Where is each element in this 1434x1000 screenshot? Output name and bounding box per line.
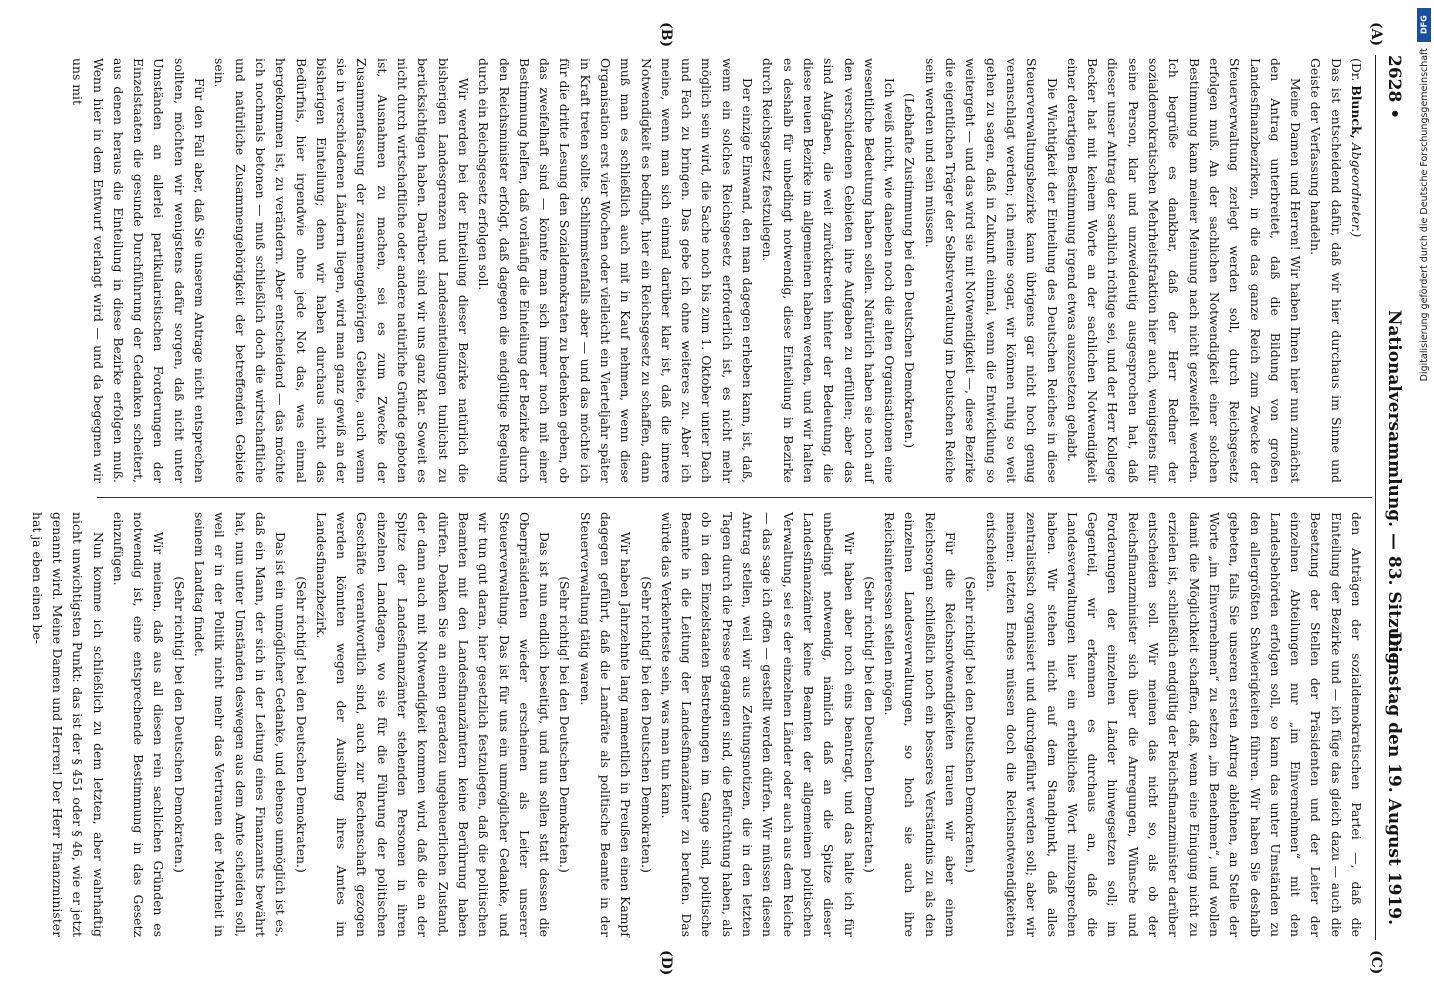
paragraph: Für die Reichsnotwendigkeiten trauen wir aber einem Reichsorgan schließlich noch ein besseres Verständnis zu als den einzelnen Landesverwaltungen, so hoch sie auch ihre Reichsinteressen stellen mögen.	[882, 512, 959, 937]
speaker-line	[1346, 58, 1366, 483]
session-date: Dienstag den 19. August 1919.	[1384, 631, 1404, 925]
paragraph: Für den Fall aber, daß Sie unserem Antrage nicht entsprechen sollten, möchten wir wenigstens dafür sorgen, daß nicht unter Umständen an allerlei partikularistischen Forderungen der Einzelstaaten die gesunde Durchführung der Gedanken scheitert, aus denen heraus die Einteilung in diese Bezirke erfolgen muß. Wenn hier in dem Entwurf verlangt wird — und da begegnen wir uns mit	[70, 58, 208, 483]
dfg-logo: DFG	[1417, 8, 1431, 42]
running-header	[1376, 55, 1404, 925]
interjection: (Lebhafte Zustimmung bei den Deutschen Demokraten.)	[902, 92, 918, 449]
interjection: (Sehr richtig! bei den Deutschen Demokraten.)	[557, 576, 573, 873]
column-rule	[97, 497, 1372, 498]
paragraph: Das ist nun endlich beseitigt, und nun sollen statt dessen die Oberpräsidenten wieder erscheinen als Leiter unserer Steuerverwaltung. Das ist für uns ein unmöglicher Gedanke, und wir tun gut daran, hier gesetzlich festzulegen, daß die politischen Beamten mit den Landesfinanzämtern keine Berührung haben dürfen. Denken Sie an einen geradezu ungeheuerlichen Zustand, der dann auch mit Notwendigkeit kommen wird, daß die an der Spitze der Landesfinanzämter stehenden Personen in ihren einzelnen Landtagen, wo sie für die Führung der politischen Geschäfte verantwortlich sind, auch zur Rechenschaft gezogen werden könnten wegen der Ausübung ihres Amtes im Landesfinanzbezirk.	[313, 512, 553, 937]
paragraph: Das ist ein unmöglicher Gedanke, und ebenso unmöglich ist es, daß ein Mann, der sich in der Leitung eines Finanzamts bewährt hat, nun unter Umständen deswegen aus dem Amte scheiden soll, weil er in der Politik nicht mehr das Vertrauen der Mehrheit in seinem Landtag findet.	[192, 512, 289, 937]
paragraph: Der einzige Einwand, den man dagegen erheben kann, ist, daß, wenn ein solches Reichsgesetz erforderlich ist, es nicht mehr möglich sein wird, die Sache noch bis zum 1. Oktober unter Dach und Fach zu bringen. Das gebe ich ohne weiteres zu. Aber ich meine, wenn man sich einmal darüber klar ist, daß die innere Notwendigkeit es bedingt, hier ein Reichsgesetz zu schaffen, dann muß man es schließlich auch mit in Kauf nehmen, wenn diese Organisation erst vier Wochen oder vielleicht ein Vierteljahr später in Kraft treten sollte. Schlimmstenfalls aber — und das möchte ich für die dritte Lesung den Sozialdemokraten zu bedenken geben, ob das zweifelhaft sind — könnte man sich immer noch mit einer Bestimmung helfen, daß vorläufig die Einteilung der Bezirke durch den Reichsminister erfolgt, daß dagegen die endgültige Regelung durch ein Reichsgesetz erfolgen soll.	[476, 58, 756, 483]
page-number: 2628 •	[1384, 55, 1404, 120]
assembly-title: Nationalversammlung. — 83. Sitzung.	[1384, 309, 1404, 671]
paragraph: Wir haben aber noch eins beantragt, und das halte ich für unbedingt notwendig, nämlich daß an die Spitze dieser Landesfinanzämter keine Beamten der allgemeinen politischen Verwaltung, sei es der einzelnen Länder oder auch aus dem Reiche — das sage ich offen — gestellt werden dürfen. Wir müssen diesen Antrag stellen, weil wir aus Zeitungsnotizen, die in den letzten Tagen durch die Presse gegangen sind, die Befürchtung haben, als ob in den Einzelstaaten Bestrebungen im Gange sind, politische Beamte in die Leitung der Landesfinanzämter zu berufen. Das würde das Verkehrteste sein, was man tun kann.	[658, 512, 857, 937]
paragraph: Die Wichtigkeit der Einteilung des Deutschen Reiches in diese Steuerverwaltungsbezirke kann übrigens gar nicht hoch genug veranschlagt werden; ich meine sogar, wir können ruhig so weit gehen zu sagen, daß in Zukunft einmal, wenn die Entwicklung so weitergeht — und das wird sie mit Notwendigkeit —, diese Bezirke die eigentlichen Träger der Selbstverwaltung im Deutschen Reiche sein werden und sein müssen.	[922, 58, 1060, 483]
speaker-open: (Dr.	[1349, 58, 1364, 82]
paragraph: Wir werden bei der Einteilung dieser Bezirke natürlich die bisherigen Landesgrenzen und Landeseinteilungen tunlichst zu berücksichtigen haben. Darüber sind wir uns ganz klar. Soweit es nicht durch wirtschaftliche oder andere natürliche Gründe geboten ist, Ausnahmen zu machen, sei es zum Zwecke der Zusammenfassung der zusammengehörigen Gebiete, auch wenn sie in verschiedenen Ländern liegen, wird man ganz gewiß an der bisherigen Einteilung; denn wir haben durchaus nicht das Bedürfnis, hier irgendwie ohne jede Not das, was einmal hergekommen ist, zu verändern. Aber entscheidend — das möchte ich nochmals betonen — muß schließlich doch die wirtschaftliche und natürliche Zusammengehörigkeit der betreffenden Gebiete sein.	[212, 58, 471, 484]
margin-marker-c: (C)	[1368, 950, 1384, 975]
header-rule	[1375, 55, 1376, 940]
paragraph: den Anträgen der sozialdemokratischen Partei —, daß die Einteilung der Bezirke und — ich füge das gleich dazu — auch die Besetzung der Stellen der Präsidenten und der Leiter der einzelnen Abteilungen nur „im Einvernehmen“ mit den Landesbehörden erfolgen soll, so kann das unter Umständen zu den allergrößten Schwierigkeiten führen. Wir haben Sie deshalb gebeten, falls Sie unseren ersten Antrag ablehnen, an Stelle der Worte „im Einvernehmen“ zu setzen „im Benehmen“, und wollen damit die Möglichkeit schaffen, daß, wenn eine Einigung nicht zu erzielen ist, schließlich endgültig der Reichsfinanzminister darüber entscheiden soll. Wir meinen das nicht so, als ob der Reichsfinanzminister sich über die Anregungen, Wünsche und Forderungen der einzelnen Länder hinwegsetzen soll; im Gegenteil, wir erkennen es durchaus an, daß die Landesverwaltungen hier ein erhebliches Wort mitzusprechen haben. Wir stehen nicht auf dem Standpunkt, daß alles zentralistisch organisiert und durchgeführt werden soll; aber wir meinen: letzten Endes müssen doch die Reichsnotwendigkeiten entscheiden.	[983, 512, 1364, 937]
paragraph: Meine Damen und Herren! Wir haben Ihnen hier nun zunächst den Antrag unterbreitet, daß die Bildung von großen Landesfinanzbezirken, in die das ganze Reich zum Zwecke der Steuerverwaltung zerlegt werden soll, durch Reichsgesetz erfolgen muß. An der sachlichen Notwendigkeit einer solchen Bestimmung kann meiner Meinung nach nicht gezweifelt werden. Ich begrüße es dankbar, daß der Herr Redner der sozialdemokratischen Mehrheitsfraktion hier auch, wenigstens für seine Person, klar und unzweideutig ausgesprochen hat, daß dieser unser Antrag der sachlich richtige sei, und der Herr Kollege Becker hat mit keinem Worte an der sachlichen Notwendigkeit einer derartigen Bestimmung irgend etwas auszusetzen gehabt.	[1064, 58, 1304, 483]
paragraph: Wir haben Jahrzehnte lang namentlich in Preußen einen Kampf dagegen geführt, daß die Landräte als politische Beamte in der Steuerverwaltung tätig waren.	[577, 512, 634, 937]
paragraph: Nun komme ich schließlich zu dem letzten, aber wahrhaftig nicht unwichtigsten Punkt: das ist der § 451 oder § 46, wie er jetzt genannt wird. Meine Damen und Herren! Der Herr Finanzminister hat ja eben einen be-	[29, 512, 106, 937]
margin-marker-a: (A)	[1368, 22, 1384, 47]
right-column	[29, 512, 1366, 937]
paragraph: Wir meinen, daß aus all diesen rein sachlichen Gründen es notwendig ist, eine entsprechende Bestimmung in das Gesetz einzufügen.	[110, 512, 167, 937]
digitization-credit	[1416, 8, 1432, 968]
speaker-role: Abgeordneter.)	[1349, 142, 1364, 238]
margin-marker-b: (B)	[658, 22, 674, 48]
paragraph: Ich weiß nicht, wie daneben noch die alten Organisationen eine wesentliche Bedeutung haben sollen. Natürlich haben sie noch auf den verschiedenen Gebieten ihre Aufgaben zu erfüllen; aber das sind Aufgaben, die weit zurücktreten hinter der Bedeutung, die diese neuen Bezirke im allgemeinen haben werden, und wir halten es deshalb für unbedingt notwendig, diese Einteilung in Bezirke durch Reichsgesetz festzulegen.	[760, 58, 898, 483]
interjection: (Sehr richtig! bei den Deutschen Demokraten.)	[638, 576, 654, 873]
left-column	[70, 58, 1366, 484]
credit-text: Digitalisierung gefördert durch die Deutsche Forschungsgemeinschaft	[1418, 48, 1430, 382]
interjection: (Sehr richtig! bei den Deutschen Demokraten.)	[963, 576, 979, 873]
interjection: (Sehr richtig! bei den Deutschen Demokraten.)	[861, 576, 877, 873]
interjection: (Sehr richtig! bei den Deutschen Demokraten.)	[171, 576, 187, 873]
paragraph: Das ist entscheidend dafür, daß wir hier durchaus im Sinne und Geiste der Verfassung handeln.	[1308, 58, 1344, 483]
margin-marker-d: (D)	[658, 950, 674, 976]
interjection: (Sehr richtig! bei den Deutschen Demokraten.)	[293, 576, 309, 873]
speaker-name: Blunck,	[1349, 85, 1364, 139]
